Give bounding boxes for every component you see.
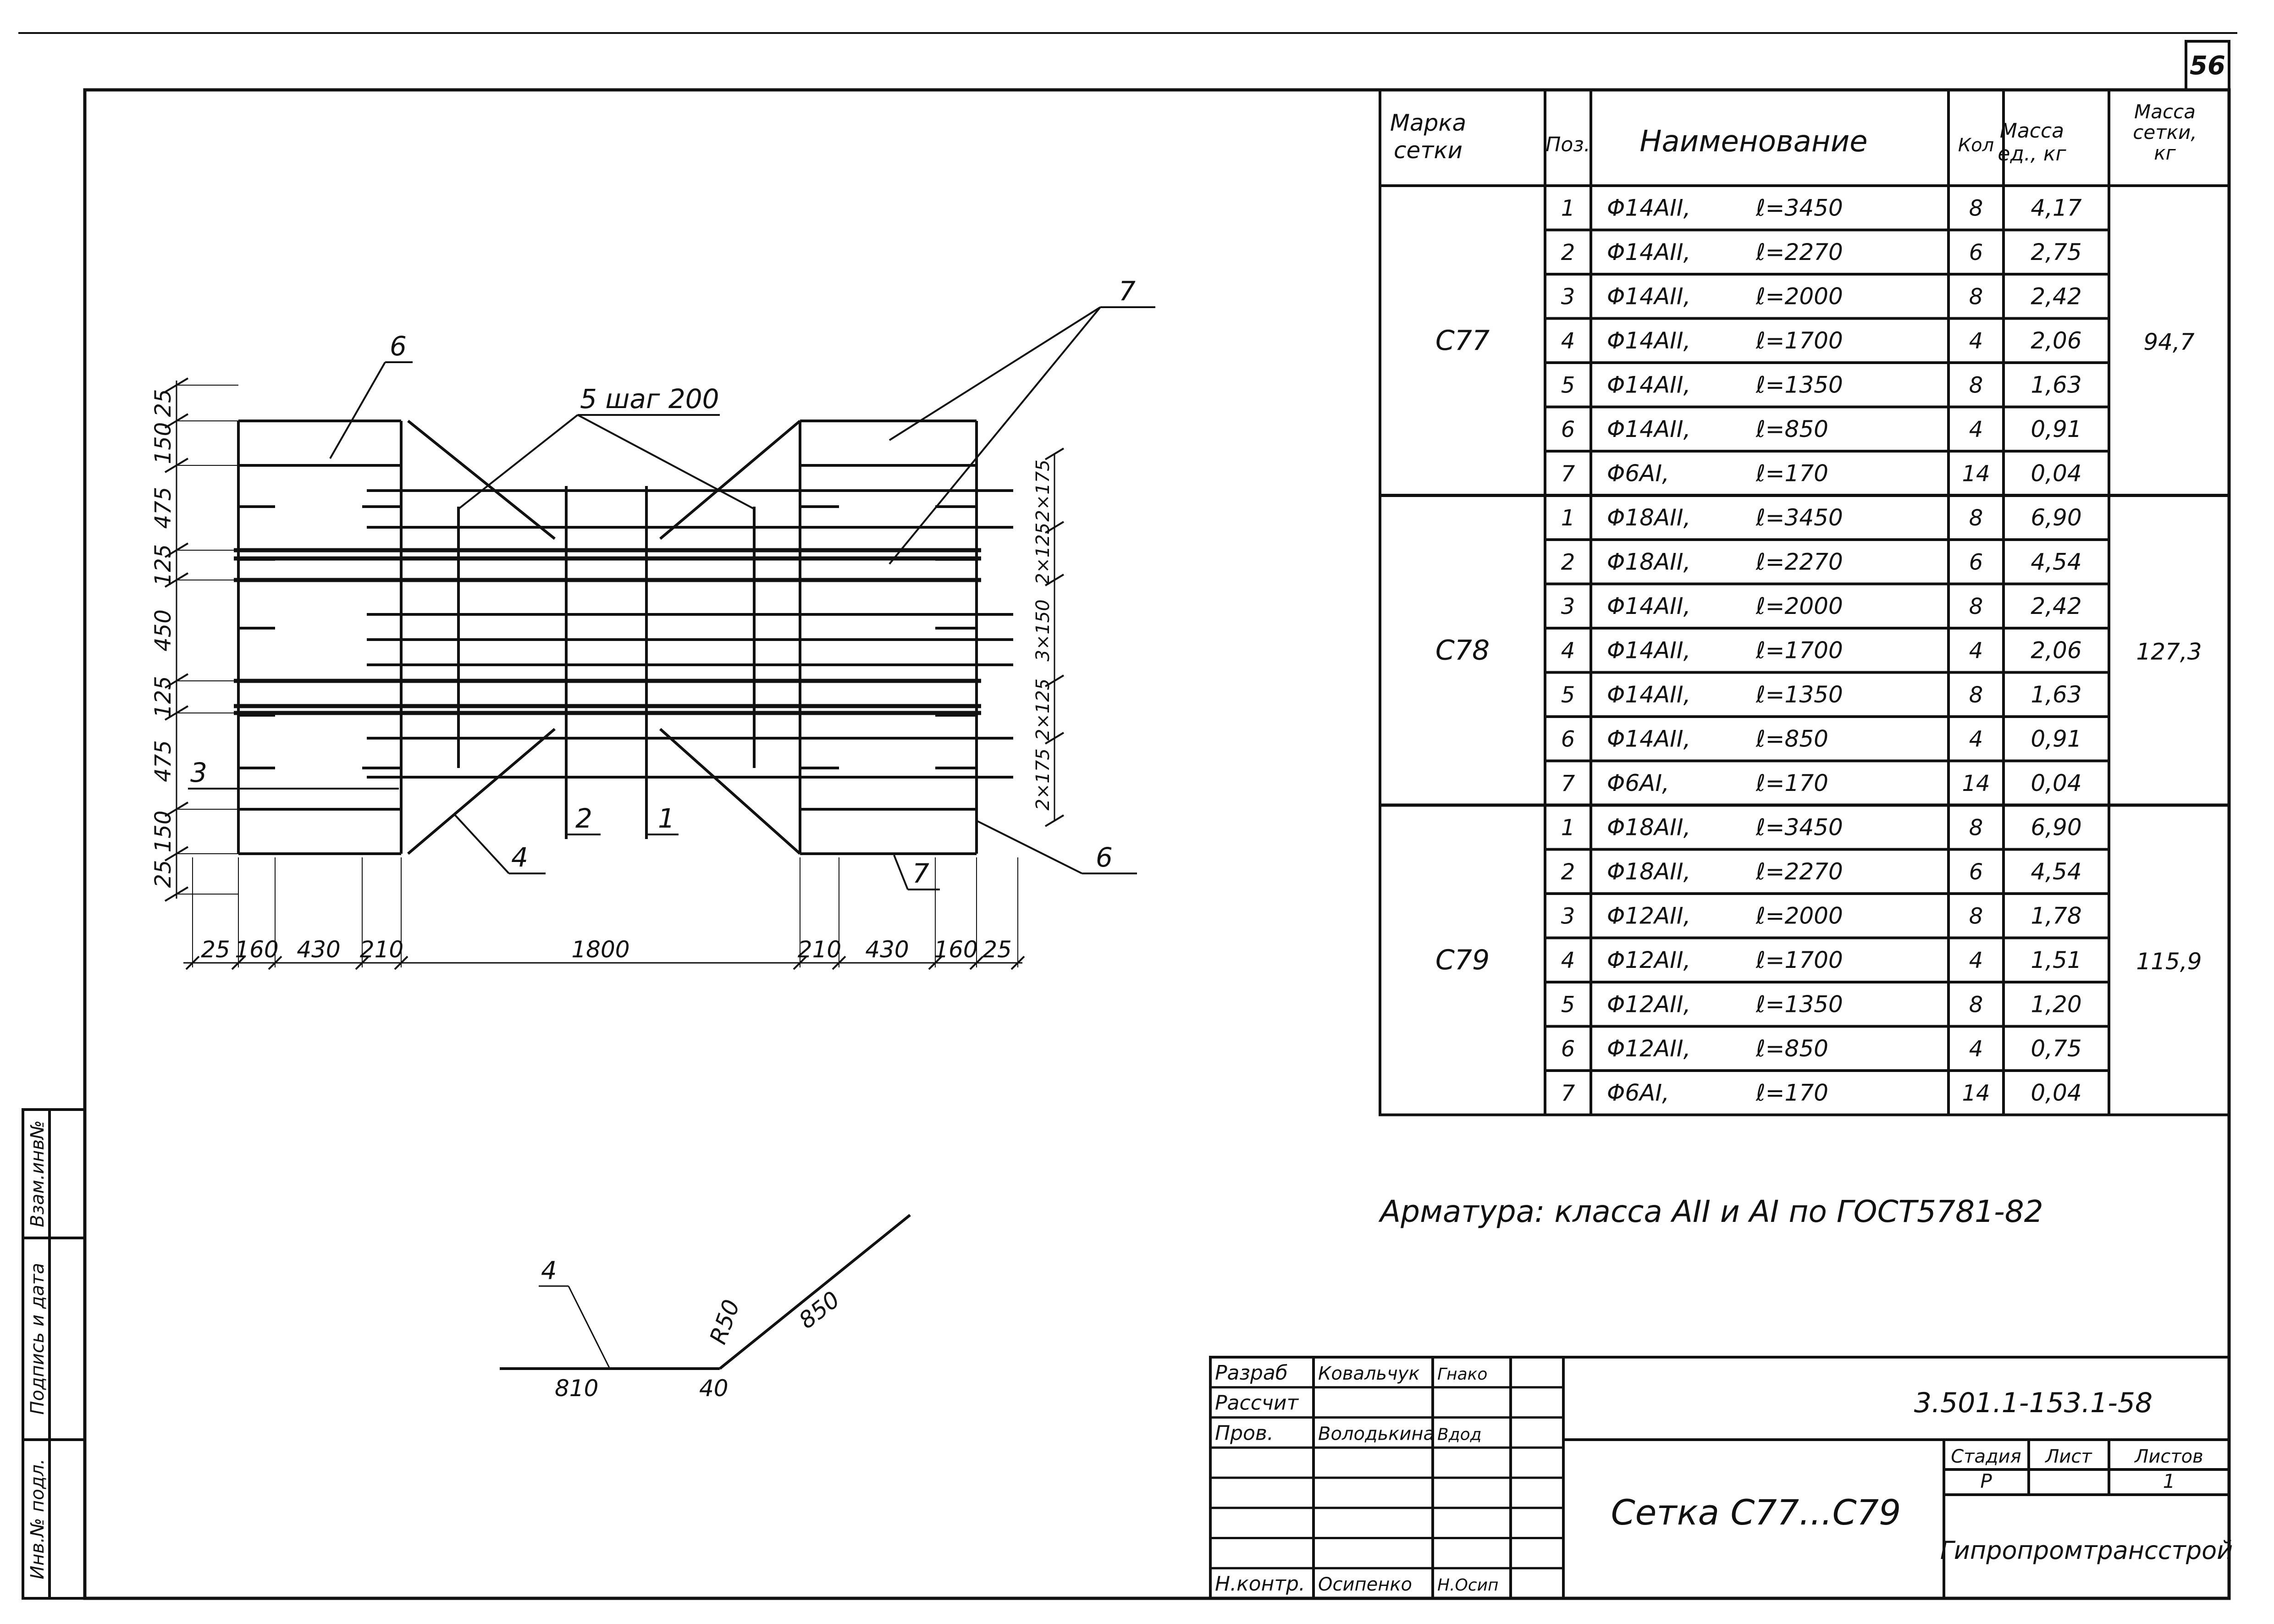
- row-quantity: 8: [1969, 372, 1983, 398]
- row-position: 7: [1561, 770, 1575, 796]
- row-bar-length: ℓ=1350: [1756, 991, 1843, 1018]
- row-quantity: 6: [1969, 239, 1983, 265]
- row-position: 5: [1561, 372, 1575, 398]
- row-unit-mass: 1,63: [2031, 681, 2082, 708]
- row-unit-mass: 2,06: [2031, 327, 2082, 354]
- row-unit-mass: 6,90: [2031, 814, 2082, 841]
- row-bar-length: ℓ=170: [1756, 460, 1828, 487]
- row-bar-length: ℓ=2000: [1756, 283, 1843, 310]
- row-quantity: 4: [1969, 416, 1983, 442]
- dim-bottom-value: 1800: [571, 936, 630, 963]
- tb-sign: Н.Осип: [1437, 1576, 1499, 1595]
- row-quantity: 8: [1969, 284, 1983, 310]
- row-bar-type: Φ14АII,: [1607, 592, 1691, 619]
- row-bar-length: ℓ=170: [1756, 1079, 1828, 1106]
- dim-left-value: 125: [150, 676, 176, 718]
- tb-name: Володькина: [1318, 1423, 1435, 1445]
- row-bar-length: ℓ=1700: [1756, 637, 1843, 664]
- row-bar-type: Φ14АII,: [1607, 725, 1691, 752]
- organization: Гипропромтрансстрой: [1940, 1536, 2233, 1565]
- row-bar-length: ℓ=2270: [1756, 858, 1843, 885]
- dim-left-value: 475: [150, 740, 176, 782]
- bent-bar-label: 4: [541, 1256, 557, 1285]
- row-quantity: 8: [1969, 593, 1983, 619]
- callout-4: 4: [511, 842, 528, 873]
- right-end-block: [800, 421, 977, 854]
- row-bar-length: ℓ=2270: [1756, 238, 1843, 265]
- dim-left-value: 150: [150, 810, 176, 853]
- dim-bottom-value: 160: [235, 936, 279, 963]
- row-unit-mass: 4,54: [2031, 858, 2082, 885]
- callout-6-bottom: 6: [1096, 842, 1113, 873]
- dim-left-value: 475: [150, 486, 176, 529]
- row-position: 6: [1561, 416, 1575, 442]
- callout-6-top: 6: [390, 331, 407, 362]
- row-bar-length: ℓ=1350: [1756, 681, 1843, 708]
- row-unit-mass: 0,04: [2031, 1079, 2082, 1106]
- diagonal-bars: [408, 421, 800, 854]
- table-body: [1435, 194, 2202, 1106]
- row-bar-type: Φ14АII,: [1607, 681, 1691, 708]
- row-position: 2: [1561, 239, 1575, 265]
- callout-7-top: 7: [1119, 276, 1136, 307]
- row-position: 7: [1561, 1080, 1575, 1106]
- row-unit-mass: 4,17: [2031, 194, 2082, 221]
- dim-left-value: 125: [150, 544, 176, 586]
- dim-right-value: 2×125: [1032, 522, 1054, 585]
- tb-sign: Вдод: [1437, 1425, 1482, 1444]
- row-quantity: 6: [1969, 549, 1983, 575]
- row-unit-mass: 0,75: [2031, 1035, 2082, 1062]
- row-position: 4: [1561, 947, 1575, 973]
- row-quantity: 8: [1969, 682, 1983, 708]
- header-unit-mass: Масса ед., кг: [1998, 119, 2066, 166]
- header-mark: Марка сетки: [1390, 110, 1467, 164]
- row-bar-type: Φ6АI,: [1607, 1079, 1670, 1106]
- row-bar-length: ℓ=850: [1756, 415, 1828, 442]
- row-quantity: 4: [1969, 328, 1983, 354]
- specification-table: [1380, 90, 2229, 1115]
- bent-bar-length-850: 850: [794, 1286, 845, 1334]
- callout-5: 5 шаг 200: [580, 383, 719, 414]
- row-position: 5: [1561, 682, 1575, 708]
- row-quantity: 14: [1962, 1080, 1990, 1106]
- row-position: 4: [1561, 328, 1575, 354]
- row-position: 2: [1561, 859, 1575, 885]
- row-position: 1: [1561, 195, 1575, 221]
- row-bar-length: ℓ=850: [1756, 725, 1828, 752]
- tb-name: Ковальчук: [1318, 1363, 1420, 1384]
- tb-role: Рассчит: [1215, 1391, 1299, 1415]
- row-quantity: 8: [1969, 815, 1983, 841]
- tb-role: Разраб: [1215, 1361, 1288, 1385]
- drawing-title: Сетка С77...С79: [1611, 1492, 1901, 1533]
- row-bar-type: Φ14АII,: [1607, 637, 1691, 664]
- dim-right-value: 3×150: [1032, 599, 1054, 662]
- row-quantity: 8: [1969, 505, 1983, 531]
- row-unit-mass: 0,91: [2031, 725, 2082, 752]
- dim-left-value: 25: [150, 860, 176, 888]
- header-grid-mass: Масса сетки, кг: [2133, 100, 2197, 164]
- row-bar-type: Φ12АII,: [1607, 902, 1691, 929]
- row-bar-type: Φ18АII,: [1607, 858, 1691, 885]
- bent-bar-length-40: 40: [699, 1375, 729, 1402]
- row-unit-mass: 1,63: [2031, 371, 2082, 398]
- row-bar-type: Φ14АII,: [1607, 238, 1691, 265]
- row-unit-mass: 0,04: [2031, 460, 2082, 487]
- row-position: 1: [1561, 505, 1575, 531]
- dim-bottom-value: 210: [359, 936, 404, 963]
- row-bar-type: Φ14АII,: [1607, 194, 1691, 221]
- row-quantity: 8: [1969, 903, 1983, 929]
- stage-label: Стадия: [1951, 1446, 2021, 1467]
- row-position: 3: [1561, 284, 1575, 310]
- grid-total-mass: 94,7: [2143, 328, 2195, 355]
- row-bar-type: Φ12АII,: [1607, 991, 1691, 1018]
- header-qty: Кол: [1958, 135, 1994, 156]
- dims-bottom: [186, 857, 1024, 969]
- dim-right-value: 2×125: [1032, 678, 1054, 741]
- row-bar-type: Φ18АII,: [1607, 504, 1691, 531]
- side-stamp-inventory: Инв.№ подл.: [27, 1458, 48, 1580]
- row-bar-length: ℓ=3450: [1756, 194, 1843, 221]
- callout-7-bottom: 7: [912, 858, 929, 889]
- callout-2: 2: [575, 803, 592, 834]
- dims-right: [1032, 448, 1064, 826]
- row-bar-type: Φ6АI,: [1607, 769, 1670, 796]
- row-bar-type: Φ12АII,: [1607, 1035, 1691, 1062]
- row-unit-mass: 2,75: [2031, 238, 2082, 265]
- row-quantity: 4: [1969, 726, 1983, 752]
- row-bar-type: Φ14АII,: [1607, 371, 1691, 398]
- row-bar-length: ℓ=2000: [1756, 902, 1843, 929]
- row-bar-length: ℓ=1700: [1756, 946, 1843, 973]
- row-position: 7: [1561, 461, 1575, 487]
- sheets-value: 1: [2163, 1470, 2175, 1492]
- row-bar-type: Φ14АII,: [1607, 415, 1691, 442]
- row-bar-type: Φ14АII,: [1607, 283, 1691, 310]
- row-position: 3: [1561, 593, 1575, 619]
- tb-name: Осипенко: [1318, 1574, 1413, 1596]
- dim-bottom-value: 210: [797, 936, 842, 963]
- row-bar-length: ℓ=1350: [1756, 371, 1843, 398]
- header-pos: Поз.: [1545, 133, 1590, 156]
- row-quantity: 14: [1962, 461, 1990, 487]
- row-quantity: 8: [1969, 195, 1983, 221]
- grid-mark: С77: [1435, 324, 1490, 357]
- row-unit-mass: 1,78: [2031, 902, 2082, 929]
- sheets-label: Листов: [2135, 1446, 2203, 1467]
- row-position: 3: [1561, 903, 1575, 929]
- row-position: 2: [1561, 549, 1575, 575]
- row-bar-length: ℓ=1700: [1756, 327, 1843, 354]
- row-bar-length: ℓ=3450: [1756, 814, 1843, 841]
- row-unit-mass: 0,91: [2031, 415, 2082, 442]
- grid-total-mass: 127,3: [2136, 638, 2202, 665]
- sheet-frame: [18, 33, 2237, 1598]
- row-bar-length: ℓ=170: [1756, 769, 1828, 796]
- row-position: 5: [1561, 992, 1575, 1018]
- row-bar-length: ℓ=3450: [1756, 504, 1843, 531]
- side-stamp: [23, 1110, 85, 1598]
- title-block: [1210, 1357, 2233, 1598]
- dim-bottom-value: 160: [934, 936, 978, 963]
- row-unit-mass: 4,54: [2031, 548, 2082, 575]
- dims-left: [150, 378, 238, 901]
- row-quantity: 14: [1962, 770, 1990, 796]
- row-unit-mass: 0,04: [2031, 769, 2082, 796]
- row-bar-type: Φ12АII,: [1607, 946, 1691, 973]
- row-bar-type: Φ14АII,: [1607, 327, 1691, 354]
- longitudinal-bars: [234, 491, 1013, 777]
- document-code: 3.501.1-153.1-58: [1914, 1387, 2153, 1419]
- row-bar-type: Φ18АII,: [1607, 814, 1691, 841]
- dim-bottom-value: 430: [865, 936, 909, 963]
- dim-bottom-value: 25: [982, 936, 1012, 963]
- row-position: 6: [1561, 1036, 1575, 1062]
- dim-left-value: 450: [150, 609, 176, 652]
- reinforcement-note: Арматура: класса АII и АI по ГОСТ5781-82: [1380, 1194, 2043, 1229]
- row-unit-mass: 2,06: [2031, 637, 2082, 664]
- row-position: 6: [1561, 726, 1575, 752]
- row-quantity: 8: [1969, 992, 1983, 1018]
- grid-mark: С78: [1435, 634, 1490, 667]
- dim-left-value: 25: [150, 389, 176, 417]
- dim-bottom-value: 25: [201, 936, 230, 963]
- row-unit-mass: 1,51: [2031, 946, 2082, 973]
- page-number: 56: [2190, 51, 2225, 81]
- bent-bar-length-810: 810: [555, 1375, 599, 1402]
- row-quantity: 6: [1969, 859, 1983, 885]
- transverse-bars: [458, 486, 754, 839]
- row-quantity: 4: [1969, 638, 1983, 664]
- dim-right-value: 2×175: [1032, 459, 1054, 522]
- row-unit-mass: 6,90: [2031, 504, 2082, 531]
- bent-bar-radius: R50: [704, 1296, 745, 1348]
- tb-role: Пров.: [1215, 1421, 1274, 1445]
- stage-value: Р: [1980, 1470, 1992, 1492]
- row-bar-type: Φ18АII,: [1607, 548, 1691, 575]
- row-bar-length: ℓ=2000: [1756, 592, 1843, 619]
- row-bar-type: Φ6АI,: [1607, 460, 1670, 487]
- row-position: 4: [1561, 638, 1575, 664]
- dim-right-value: 2×175: [1032, 748, 1054, 811]
- row-bar-length: ℓ=2270: [1756, 548, 1843, 575]
- row-unit-mass: 1,20: [2031, 991, 2082, 1018]
- row-unit-mass: 2,42: [2031, 592, 2082, 619]
- callout-1: 1: [658, 803, 675, 834]
- callout-3: 3: [190, 757, 207, 788]
- header-name: Наименование: [1639, 125, 1868, 159]
- tb-role: Н.контр.: [1215, 1572, 1305, 1596]
- row-unit-mass: 2,42: [2031, 283, 2082, 310]
- row-quantity: 4: [1969, 1036, 1983, 1062]
- bent-bar-sketch: [500, 1215, 910, 1402]
- row-position: 1: [1561, 815, 1575, 841]
- grid-total-mass: 115,9: [2136, 948, 2202, 975]
- side-stamp-signature: Подпись и дата: [27, 1263, 48, 1415]
- tb-sign: Гнако: [1437, 1364, 1488, 1384]
- side-stamp-replace: Взам.инв№: [27, 1120, 48, 1227]
- row-bar-length: ℓ=850: [1756, 1035, 1828, 1062]
- dim-left-value: 150: [150, 422, 176, 464]
- row-quantity: 4: [1969, 947, 1983, 973]
- sheet-label: Лист: [2045, 1446, 2092, 1467]
- table-header: [1390, 100, 2197, 166]
- grid-mark: С79: [1435, 944, 1490, 976]
- dim-bottom-value: 430: [297, 936, 341, 963]
